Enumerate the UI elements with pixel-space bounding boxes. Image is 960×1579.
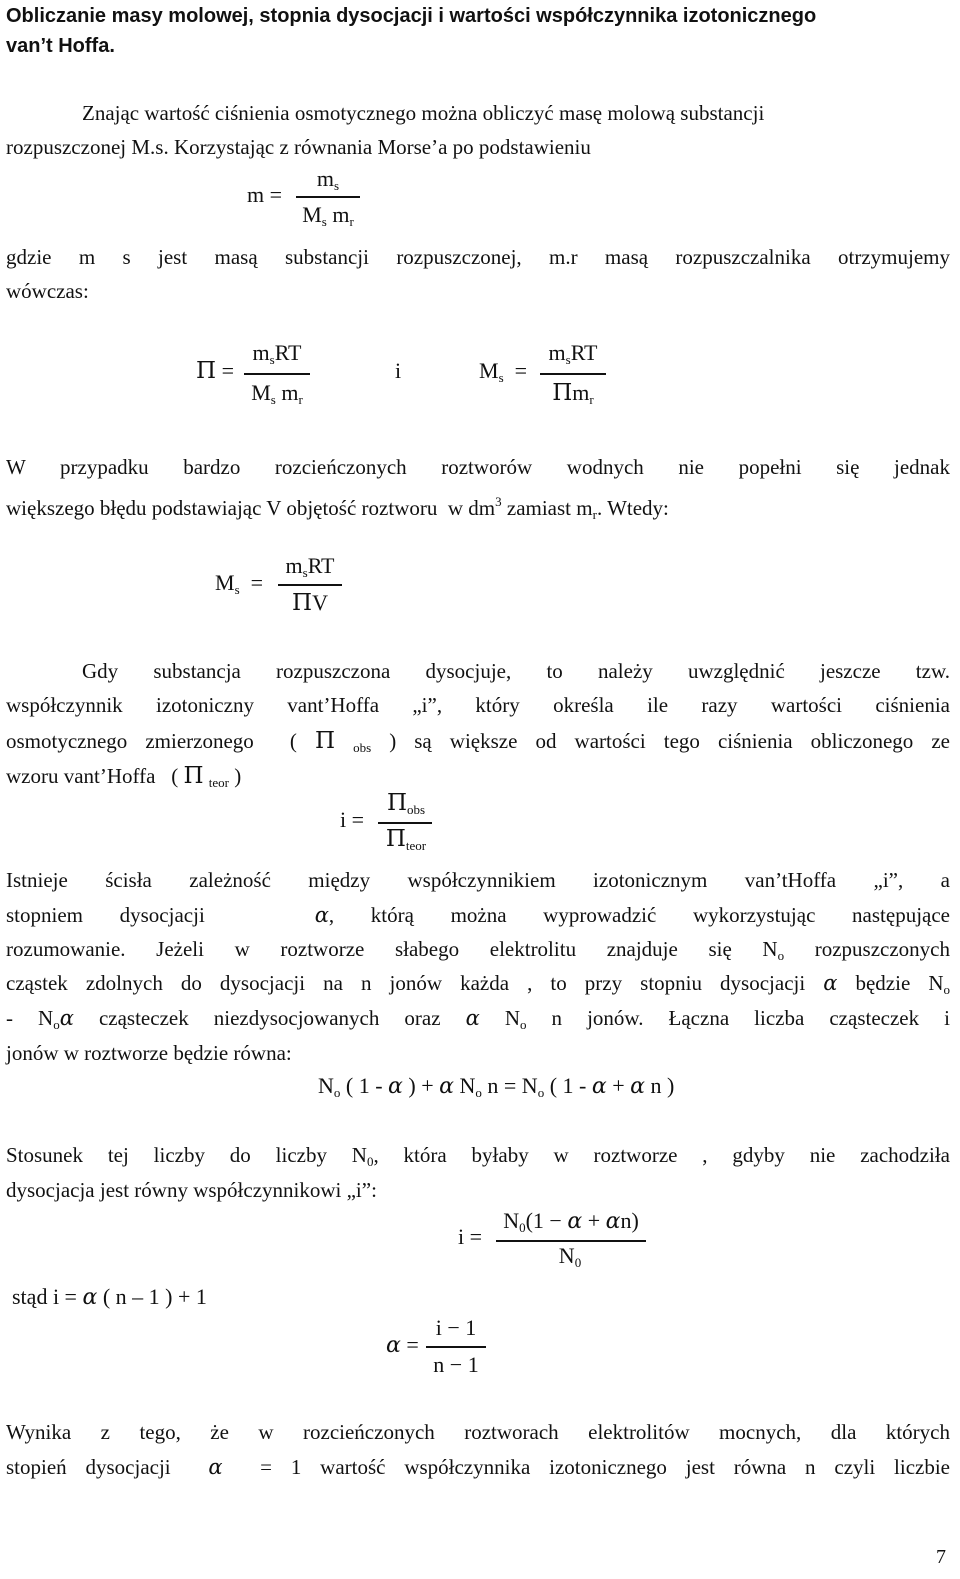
- paragraph-4-line-3: osmotycznego zmierzonego ( Π $_{obs}$ ) są większe od wartości tego ciśnienia obliczonego ze: [6, 728, 950, 755]
- paragraph-5-line-6: jonów w roztworze będzie równa:: [6, 1041, 292, 1065]
- paragraph-1-line-2: rozpuszczonej M.s. Korzystając z równania Morse’a po podstawieniu: [6, 135, 591, 159]
- equation-i-obs-denominator: $\Pi_{teor}$: [385, 826, 427, 853]
- equation-pi-denominator: $M_s$ $m_r$: [251, 380, 303, 407]
- paragraph-7-line-1: Wynika z tego, że w rozcieńczonych roztworach elektrolitów mocnych, dla których: [6, 1420, 950, 1444]
- equation-alpha: α =: [386, 1332, 419, 1358]
- paragraph-5-line-5: - $N_o\alpha$ cząsteczek niezdysocjowanych oraz α $N_o$ n jonów. Łączna liczba cząsteczek i: [6, 1006, 950, 1032]
- fraction-bar: [244, 373, 310, 375]
- paragraph-2-line-1: gdzie m s jest masą substancji rozpuszczonej, m.r masą rozpuszczalnika otrzymujemy: [6, 245, 950, 269]
- equation-ms-numerator: $m_sRT$: [548, 340, 598, 367]
- fraction-bar: [378, 822, 432, 824]
- fraction-bar: [496, 1240, 646, 1242]
- paragraph-4-line-2: współczynnik izotoniczny vant’Hoffa „i”, który określa ile razy wartości ciśnienia: [6, 693, 950, 717]
- paragraph-7-line-2: stopień dysocjacji α = 1 wartość współczynnika izotonicznego jest równa n czyli liczbie: [6, 1455, 950, 1479]
- page-number: 7: [936, 1546, 946, 1568]
- paragraph-5-line-2: stopniem dysocjacji α, którą można wyprowadzić wykorzystując następujące: [6, 903, 950, 927]
- fraction-bar: [296, 196, 360, 198]
- paragraph-5-line-3: rozumowanie. Jeżeli w roztworze słabego elektrolitu znajduje się $N_o$ rozpuszczonych: [6, 937, 950, 963]
- equation-m: m =: [247, 182, 283, 207]
- equation-ms-v: $M_s$ =: [215, 570, 264, 597]
- equation-pi-numerator: $m_sRT$: [252, 340, 302, 367]
- equation-m-numerator: $m_s$: [316, 166, 340, 193]
- equation-connector: i: [395, 358, 402, 383]
- equation-i-n0-denominator: $N_0$: [558, 1243, 582, 1270]
- equation-pi: Π =: [196, 358, 234, 384]
- paragraph-4-line-4: wzoru vant’Hoffa ( Π $_{teor}$ ): [6, 763, 242, 790]
- equation-ms-denominator: $\Pi m_r$: [552, 380, 594, 407]
- equation-i-obs: i =: [340, 807, 365, 832]
- equation-i-alpha: stąd i = α ( n – 1 ) + 1: [12, 1284, 207, 1310]
- equation-i-obs-numerator: $\Pi_{obs}$: [386, 790, 426, 817]
- fraction-bar: [278, 584, 342, 586]
- title-line-2: van’t Hoffa.: [6, 35, 115, 57]
- equation-ms-v-numerator: $m_sRT$: [285, 553, 335, 580]
- paragraph-3-line-2: większego błędu podstawiając V objętość roztworu w $dm^3$ zamiast $m_r$. Wtedy:: [6, 494, 669, 522]
- title-line-1: Obliczanie masy molowej, stopnia dysocjacji i wartości współczynnika izotonicznego: [6, 5, 817, 27]
- paragraph-5-line-1: Istnieje ścisła zależność między współczynnikiem izotonicznym van’tHoffa „i”, a: [6, 868, 950, 892]
- equation-alpha-denominator: n − 1: [433, 1352, 479, 1377]
- paragraph-1-line-1: Znając wartość ciśnienia osmotycznego można obliczyć masę molową substancji: [82, 101, 765, 125]
- equation-m-denominator: $M_s$ $m_r$: [302, 202, 354, 229]
- equation-i-n0: i =: [458, 1224, 483, 1249]
- equation-ms: $M_s$ =: [479, 358, 528, 385]
- equation-ms-v-denominator: ΠV: [292, 590, 328, 616]
- equation-alpha-numerator: i − 1: [435, 1315, 477, 1340]
- paragraph-6-line-1: Stosunek tej liczby do liczby $N_0$, która byłaby w roztworze , gdyby nie zachodziła: [6, 1143, 950, 1169]
- paragraph-3-line-1: W przypadku bardzo rozcieńczonych roztworów wodnych nie popełni się jednak: [6, 455, 950, 479]
- equation-i-n0-numerator: $N_0(1 - \alpha + \alpha n)$: [503, 1208, 639, 1235]
- fraction-bar: [540, 373, 606, 375]
- fraction-bar: [426, 1346, 486, 1348]
- equation-sum: $N_o$ ( 1 - α ) + α $N_o$ $n = N_o$ ( 1 - α + α n ): [318, 1073, 675, 1100]
- paragraph-6-line-2: dysocjacja jest równy współczynnikowi „i”:: [6, 1178, 377, 1202]
- paragraph-4-line-1: Gdy substancja rozpuszczona dysocjuje, to należy uwzględnić jeszcze tzw.: [82, 659, 950, 683]
- paragraph-2-line-2: wówczas:: [6, 279, 89, 303]
- paragraph-5-line-4: cząstek zdolnych do dysocjacji na n jonów każda , to przy stopniu dysocjacji α będzie $N_o$: [6, 971, 950, 997]
